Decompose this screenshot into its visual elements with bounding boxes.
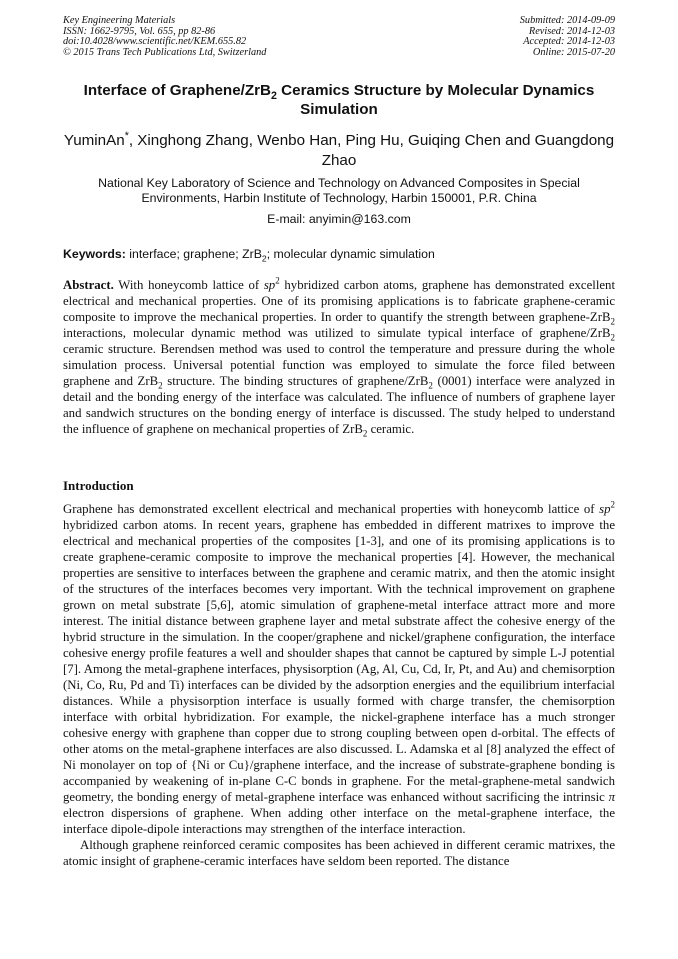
journal-doi: doi:10.4028/www.scientific.net/KEM.655.82	[63, 36, 247, 48]
submission-dates	[520, 16, 615, 58]
affiliation: National Key Laboratory of Science and Technology on Advanced Composites in Special Environments, Harbin Institute of Technology, Harbin 150001, P.R. China	[98, 176, 580, 206]
date-submitted: Submitted: 2014-09-09	[519, 15, 615, 26]
intro-paragraph-1: Graphene has demonstrated excellent electrical and mechanical properties with honeycomb lattice of $sp^2$ hybridized carbon atoms. In recent years, graphene has embedded in different matrixes to improve the electrical and mechanical properties of the composites [1-3], and one of its promising applications is to create graphene-ceramic composite to improve the mechanical properties [4]. However, the mechanical properties are sensitive to interfaces between the graphene and ceramic matrix, and then the atomic insight of the structures of the interfaces becomes very important. With the technical improvement on graphene grown on metal substrate [5,6], atomic simulation of graphene-metal interface attract more and more interest. The initial distance between graphene layer and metal substrate affect the cohesive energy of the hybrid structure in the simulation. In the cooper/graphene and nickel/graphene configuration, the interface cohesive energy profile features a well and shoulder shapes that cannot be captured by simple L-J potential [7]. Among the metal-graphene interfaces, physisorption (Ag, Al, Cu, Cd, Ir, Pt, and Au) and chemisorption (Ni, Co, Ru, Pd and Ti) interfaces can be divided by the adsorption energies and the equilibrium interfacial distances. While a physisorption interface is usually formed with charge transfer, the chemisorption interface with orbital hybridization. For example, the nickel-graphene interface has a much stronger cohesive energy with graphene than copper due to strong coupling between open d-orbital. The effects of other atoms on the metal-graphene interfaces are also discussed. L. Adamska et al [8] analyzed the effect of Ni monolayer on top of {Ni or Cu}/graphene interface, and the increase of substrate-graphene bonding is accompanied by weakening of in-plane C-C bonds in graphene. For the metal-graphene-metal sandwich geometry, the bonding energy of metal-graphene interface was enhanced without sacrificing the intrinsic π electron dispersions of graphene. When adding other interface on the metal-graphene interface, the interface dipole-dipole interactions may strengthen of the interface interaction.	[63, 499, 615, 836]
introduction-body	[63, 501, 615, 869]
journal-copyright: © 2015 Trans Tech Publications Ltd, Switzerland	[63, 46, 267, 58]
keywords: Keywords: interface; graphene; ZrB$_2$; molecular dynamic simulation	[63, 247, 435, 264]
paper-title: Interface of Graphene/ZrB$_2$ Ceramics Structure by Molecular Dynamics Simulation	[83, 82, 595, 118]
date-accepted: Accepted: 2014-12-03	[523, 36, 615, 48]
author-list: YuminAn*, Xinghong Zhang, Wenbo Han, Ping Hu, Guiqing Chen and Guangdong Zhao	[63, 129, 615, 169]
journal-issn: ISSN: 1662-9795, Vol. 655, pp 82-86	[63, 25, 216, 37]
intro-paragraph-2: Although graphene reinforced ceramic composites has been achieved in different ceramic matrixes, the atomic insight of graphene-ceramic interfaces have seldom been reported. The distance	[63, 838, 615, 868]
section-heading-introduction: Introduction	[63, 478, 134, 493]
date-online: Online: 2015-07-20	[532, 46, 615, 58]
journal-name: Key Engineering Materials	[63, 15, 176, 26]
contact-email: E-mail: anyimin@163.com	[267, 212, 411, 226]
date-revised: Revised: 2014-12-03	[528, 25, 615, 37]
journal-info	[63, 16, 266, 58]
abstract: Abstract. With honeycomb lattice of $sp^2$ hybridized carbon atoms, graphene has demonstrated excellent electrical and mechanical properties. One of its promising applications is to fabricate graphene-ceramic composite to improve the mechanical properties. In order to quantify the strength between graphene-ZrB$_2$ interactions, molecular dynamic method was utilized to simulate typical interface of graphene/ZrB$_2$ ceramic structure. Berendsen method was used to control the temperature and pressure during the whole simulation process. Universal potential function was employed to simulate the force filed between graphene and ZrB$_2$ structure. The binding structures of graphene/ZrB$_2$ (0001) interface were analyzed in detail and the bonding energy of the interface was calculated. The influence of numbers of graphene layer and sandwich structures on the bonding energy of interface is discussed. The study helped to understand the influence of graphene on mechanical properties of ZrB$_2$ ceramic.	[63, 275, 616, 439]
